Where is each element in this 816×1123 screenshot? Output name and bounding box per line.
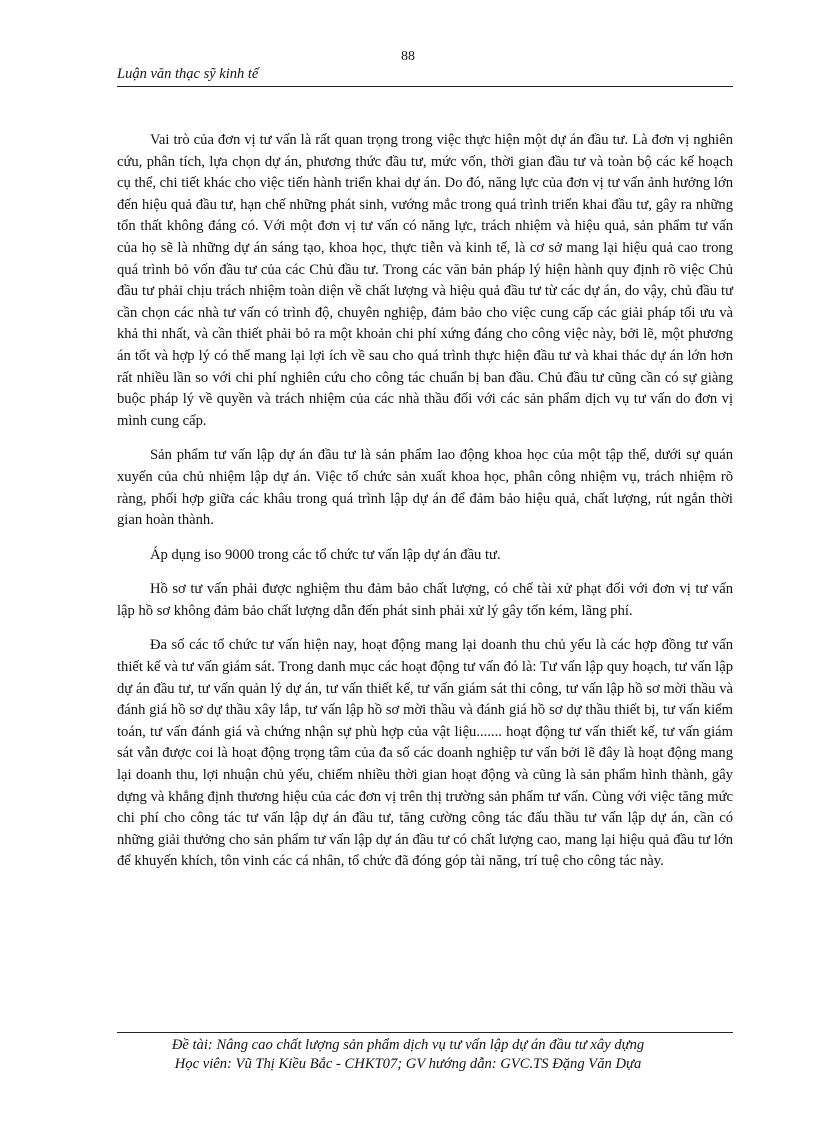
body-text [117, 130, 733, 886]
header-divider [117, 86, 733, 87]
paragraph-consulting-activities: Đa số các tổ chức tư vấn hiện nay, hoạt động mang lại doanh thu chủ yếu là các hợp đồng tư vấn thiết kế và tư vấn giám sát. Trong danh mục các hoạt động tư vấn đó là: Tư vấn lập quy hoạch, tư vấn lập dự án đầu tư, tư vấn quản lý dự án, tư vấn thiết kế, tư vấn giám sát thi công, tư vấn lập hồ sơ mời thầu và đánh giá hồ sơ dự thầu xây lắp, tư vấn lập hồ sơ mời thầu và đánh giá hồ sơ dự thầu thiết bị, tư vấn kiểm toán, tư vấn đánh giá và chứng nhận sự phù hợp của vật liệu....... hoạt động tư vấn thiết kế, tư vấn giám sát vẫn được coi là hoạt động trọng tâm của đa số các doanh nghiệp tư vấn bởi lẽ đây là hoạt động mang lại doanh thu, lợi nhuận chủ yếu, chiếm nhiều thời gian hoạt động và cũng là sản phẩm hình thành, gây dựng và khẳng định thương hiệu của các đơn vị trên thị trường sản phẩm tư vấn. Cùng với việc tăng mức chi phí cho công tác tư vấn lập dự án đầu tư, tăng cường công tác đấu thầu tư vấn lập dự án, cần có những giải thưởng cho sản phẩm tư vấn lập dự án đầu tư có chất lượng cao, mang lại hiệu quả đầu tư lớn để khuyến khích, tôn vinh các cá nhân, tổ chức đã đóng góp tài năng, trí tuệ cho công tác này. [117, 637, 733, 870]
footer-topic: Đề tài: Nâng cao chất lượng sản phẩm dịch vụ tư vấn lập dự án đầu tư xây dựng [171, 1037, 645, 1053]
paragraph-iso-9000: Áp dụng iso 9000 trong các tổ chức tư vấn lập dự án đầu tư. [150, 546, 501, 563]
running-header-title: Luận văn thạc sỹ kinh tế [117, 66, 259, 82]
paragraph-acceptance: Hồ sơ tư vấn phải được nghiệm thu đảm bảo chất lượng, có chế tài xử phạt đối với đơn vị tư vấn lập hồ sơ không đảm bảo chất lượng dẫn đến phát sinh phải xử lý gây tốn kém, lãng phí. [117, 581, 733, 619]
footer-student-advisor: Học viên: Vũ Thị Kiều Bắc - CHKT07; GV hướng dẫn: GVC.TS Đặng Văn Dựa [174, 1056, 642, 1072]
footer-divider [117, 1032, 733, 1033]
page-number: 88 [401, 49, 415, 64]
footer [0, 1036, 816, 1074]
paragraph-consulting-product: Sản phẩm tư vấn lập dự án đầu tư là sản phẩm lao động khoa học của một tập thể, dưới sự quán xuyến của chủ nhiệm lập dự án. Việc tổ chức sản xuất khoa học, phân công nhiệm vụ, trách nhiệm rõ ràng, phối hợp giữa các khâu trong quá trình lập dự án để đảm bảo hiệu quả, chất lượng, rút ngắn thời gian hoàn thành. [117, 447, 733, 529]
paragraph-consultant-role: Vai trò của đơn vị tư vấn là rất quan trọng trong việc thực hiện một dự án đầu tư. Là đơn vị nghiên cứu, phân tích, lựa chọn dự án, phương thức đầu tư, mức vốn, thời gian đầu tư và toàn bộ các kế hoạch cụ thể, chi tiết khác cho việc tiến hành triển khai dự án. Do đó, năng lực của đơn vị tư vấn ảnh hưởng lớn đến hiệu quả đầu tư, hạn chế những phát sinh, vướng mắc trong quá trình triển khai đầu tư, gây ra những tổn thất không đáng có. Với một đơn vị tư vấn có năng lực, trách nhiệm và hiệu quả, sản phẩm tư vấn của họ sẽ là những dự án sáng tạo, khoa học, thực tiễn và kinh tế, là cơ sở mang lại hiệu quả cao trong quá trình bỏ vốn đầu tư của các Chủ đầu tư. Trong các văn bản pháp lý hiện hành quy định rõ việc Chủ đầu tư phải chịu trách nhiệm toàn diện về chất lượng và hiệu quả đầu tư từ các dự án, do vậy, chủ đầu tư cần chọn các nhà tư vấn có trình độ, chuyên nghiệp, đảm bảo cho việc cung cấp các giải pháp tối ưu và khả thi nhất, và cần thiết phải bỏ ra một khoản chi phí xứng đáng cho công việc này, bởi lẽ, một phương án tốt và hợp lý có thể mang lại lợi ích về sau cho quá trình thực hiện đầu tư và khai thác dự án lớn hơn rất nhiều lần so với chi phí nghiên cứu cho công tác chuẩn bị ban đầu. Chủ đầu tư cũng cần có sự giàng buộc pháp lý về quyền và trách nhiệm của các nhà thầu đối với các sản phẩm dịch vụ tư vấn do đơn vị mình cung cấp. [117, 132, 733, 429]
